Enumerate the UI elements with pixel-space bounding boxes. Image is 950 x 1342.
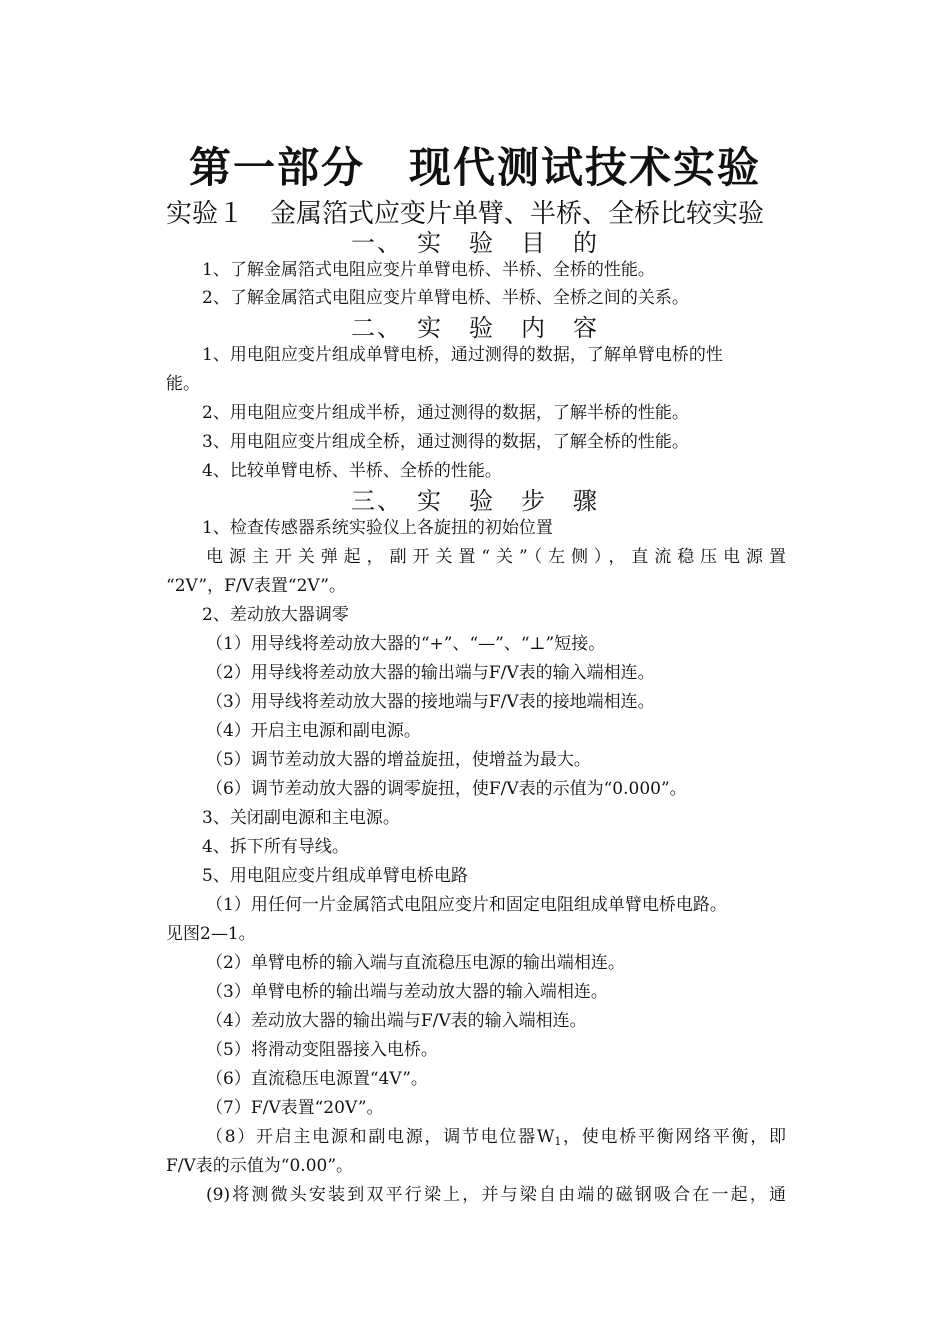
step-5-item-8-text-b: ，使电桥平衡网络平衡，即	[561, 1127, 786, 1147]
step-2-item-1: （1）用导线将差动放大器的“+”、“—”、“⊥”短接。	[206, 634, 606, 654]
section-heading-steps: 三、 实 验 步 骤	[351, 487, 599, 515]
page-title: 第一部分 现代测试技术实验	[188, 143, 761, 192]
step-5-item-8-text-a: （8）开启主电源和副电源，调节电位器W	[206, 1127, 555, 1147]
content-item-1: 1、用电阻应变片组成单臂电桥，通过测得的数据，了解单臂电桥的性	[202, 345, 723, 365]
step-1-text	[206, 543, 786, 572]
step-5-item-9-line: (9)将测微头安装到双平行梁上，并与梁自由端的磁钢吸合在一起，通	[206, 1185, 786, 1205]
step-5-item-9	[206, 1181, 786, 1210]
content-item-2: 2、用电阻应变片组成半桥，通过测得的数据，了解半桥的性能。	[202, 403, 689, 423]
step-5-item-4: （4）差动放大器的输出端与F/V表的输入端相连。	[206, 1011, 587, 1031]
step-2-item-6: （6）调节差动放大器的调零旋扭，使F/V表的示值为“0.000”。	[206, 779, 687, 799]
step-5-item-8-subscript: 1	[554, 1135, 562, 1148]
step-2-item-2: （2）用导线将差动放大器的输出端与F/V表的输入端相连。	[206, 663, 655, 683]
step-3: 3、关闭副电源和主电源。	[202, 808, 400, 828]
purpose-item-1: 1、了解金属箔式电阻应变片单臂电桥、半桥、全桥的性能。	[202, 260, 655, 280]
step-2-item-5: （5）调节差动放大器的增益旋扭，使增益为最大。	[206, 750, 591, 770]
content-item-1-cont: 能。	[166, 374, 200, 394]
experiment-title: 实验１ 金属箔式应变片单臂、半桥、全桥比较实验	[166, 199, 765, 229]
step-2-item-4: （4）开启主电源和副电源。	[206, 721, 421, 741]
step-1-text-line: 电源主开关弹起，副开关置“关”（左侧），直流稳压电源置	[206, 547, 786, 567]
step-5: 5、用电阻应变片组成单臂电桥电路	[202, 866, 468, 886]
content-item-4: 4、比较单臂电桥、半桥、全桥的性能。	[202, 461, 502, 481]
step-1-text-cont: “2V”，F/V表置“2V”。	[166, 576, 346, 596]
step-5-item-2: （2）单臂电桥的输入端与直流稳压电源的输出端相连。	[206, 953, 625, 973]
purpose-item-2: 2、了解金属箔式电阻应变片单臂电桥、半桥、全桥之间的关系。	[202, 288, 689, 308]
content-item-3: 3、用电阻应变片组成全桥，通过测得的数据，了解全桥的性能。	[202, 432, 689, 452]
step-1: 1、检查传感器系统实验仪上各旋扭的初始位置	[202, 518, 553, 538]
step-5-item-7: （7）F/V表置“20V”。	[206, 1098, 384, 1118]
step-5-item-5: （5）将滑动变阻器接入电桥。	[206, 1040, 438, 1060]
step-2-item-3: （3）用导线将差动放大器的接地端与F/V表的接地端相连。	[206, 692, 655, 712]
step-2: 2、差动放大器调零	[202, 605, 349, 625]
section-heading-purpose: 一、 实 验 目 的	[351, 229, 599, 257]
section-heading-content: 二、 实 验 内 容	[351, 314, 599, 342]
step-5-item-1-cont: 见图2—1。	[166, 924, 256, 944]
step-4: 4、拆下所有导线。	[202, 837, 349, 857]
step-5-item-6: （6）直流稳压电源置“4V”。	[206, 1069, 428, 1089]
step-5-item-3: （3）单臂电桥的输出端与差动放大器的输入端相连。	[206, 982, 608, 1002]
step-5-item-8-cont: F/V表的示值为“0.00”。	[166, 1156, 354, 1176]
step-5-item-1: （1）用任何一片金属箔式电阻应变片和固定电阻组成单臂电桥电路。	[206, 895, 727, 915]
